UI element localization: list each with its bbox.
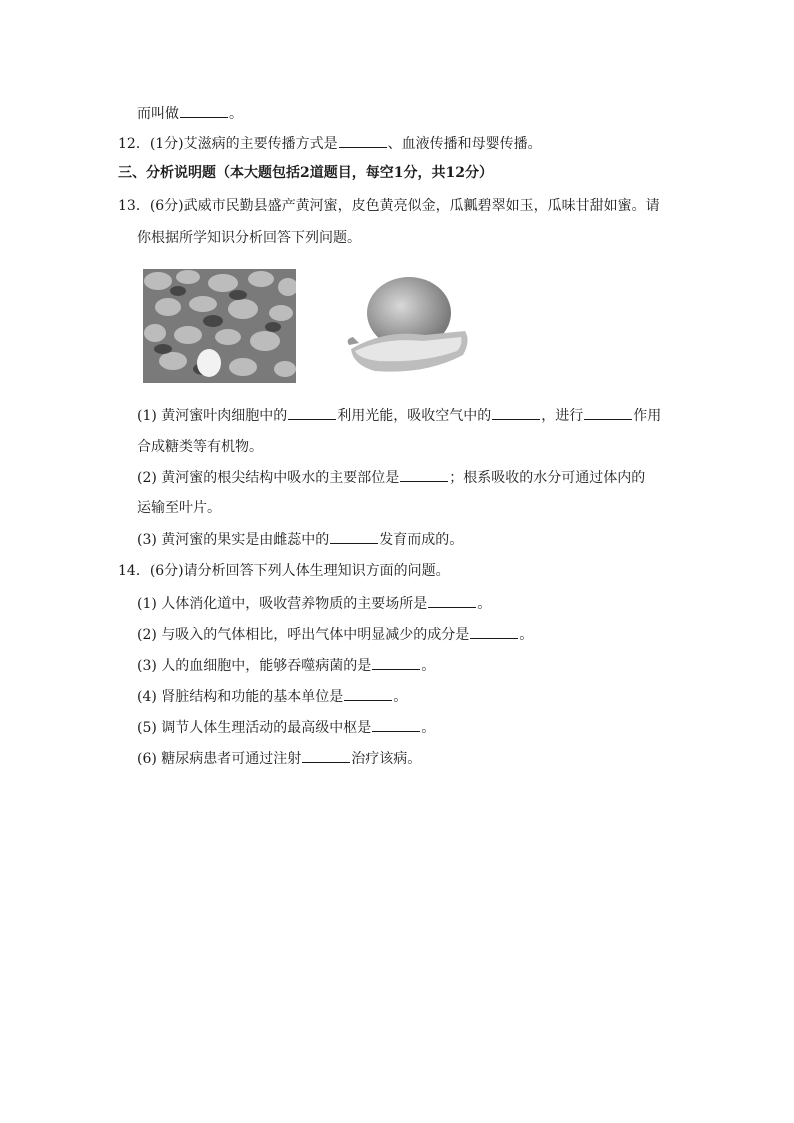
melon-field-image xyxy=(143,269,296,383)
q13-sub3 xyxy=(137,529,463,550)
question-number: 14．(6分) xyxy=(118,563,184,579)
q14-item-3 xyxy=(137,655,435,676)
answer-blank[interactable] xyxy=(330,529,378,544)
q14-item-1 xyxy=(137,593,491,614)
answer-blank[interactable] xyxy=(372,717,420,732)
sub-question-text: 作用 xyxy=(633,408,662,424)
sub-question-end: 治疗该病。 xyxy=(351,751,422,767)
melon-field-photo xyxy=(143,269,296,383)
sub-question-text: (1) 人体消化道中，吸收营养物质的主要场所是 xyxy=(137,596,428,612)
q14-item-2 xyxy=(137,624,533,645)
question-text: 艾滋病的主要传播方式是 xyxy=(183,136,338,152)
sub-question-text: (5) 调节人体生理活动的最高级中枢是 xyxy=(137,720,372,736)
sub-question-text: (6) 糖尿病患者可通过注射 xyxy=(137,751,302,767)
question-text-end: 、血液传播和母婴传播。 xyxy=(387,136,542,152)
q11-tail-end: 。 xyxy=(229,106,243,122)
answer-blank[interactable] xyxy=(428,593,476,608)
question-text: 请分析回答下列人体生理知识方面的问题。 xyxy=(183,563,450,579)
sub-question-text: ；根系吸收的水分可通过体内的 xyxy=(449,470,646,486)
q13-sub1-line1 xyxy=(137,405,661,426)
section-title: 三、分析说明题（本大题包括2道题目，每空1分，共12分） xyxy=(118,165,493,181)
answer-blank[interactable] xyxy=(339,133,387,148)
q14-item-4 xyxy=(137,686,407,707)
sub-question-end: 。 xyxy=(393,689,408,705)
sub-question-end: 。 xyxy=(519,627,534,643)
sub-question-text: (3) 黄河蜜的果实是由雌蕊中的 xyxy=(137,532,330,548)
answer-blank[interactable] xyxy=(180,103,228,118)
sub-question-text: 利用光能，吸收空气中的 xyxy=(337,408,492,424)
sub-question-text: ，进行 xyxy=(541,408,584,424)
q13-sub1-line2: 合成糖类等有机物。 xyxy=(137,439,263,455)
q13-sub2-line1 xyxy=(137,467,645,488)
sub-question-text: 发育而成的。 xyxy=(379,532,464,548)
answer-blank[interactable] xyxy=(492,405,540,420)
sub-question-end: 。 xyxy=(421,658,436,674)
answer-blank[interactable] xyxy=(400,467,448,482)
answer-blank[interactable] xyxy=(372,655,420,670)
answer-blank[interactable] xyxy=(288,405,336,420)
q14-item-5 xyxy=(137,717,435,738)
sub-question-end: 。 xyxy=(421,720,436,736)
sub-question-text: (4) 肾脏结构和功能的基本单位是 xyxy=(137,689,344,705)
answer-blank[interactable] xyxy=(302,748,350,763)
q14-item-6 xyxy=(137,748,421,769)
melon-image xyxy=(345,271,473,383)
question-number: 13．(6分) xyxy=(118,198,184,214)
sub-question-text: (1) 黄河蜜叶肉细胞中的 xyxy=(137,408,288,424)
answer-blank[interactable] xyxy=(470,624,518,639)
question-12 xyxy=(118,133,542,154)
melon-photo xyxy=(345,271,473,383)
q11-tail xyxy=(137,103,243,124)
q13-sub2-line2: 运输至叶片。 xyxy=(137,500,221,516)
sub-question-text: (2) 与吸入的气体相比，呼出气体中明显减少的成分是 xyxy=(137,627,470,643)
question-text: 武威市民勤县盛产黄河蜜，皮色黄亮似金，瓜瓤碧翠如玉，瓜味甘甜如蜜。请 xyxy=(183,198,660,214)
sub-question-text: (3) 人的血细胞中，能够吞噬病菌的是 xyxy=(137,658,372,674)
answer-blank[interactable] xyxy=(344,686,392,701)
question-14-stem xyxy=(118,561,450,581)
q11-tail-text: 而叫做 xyxy=(137,106,179,122)
sub-question-end: 。 xyxy=(477,596,492,612)
question-number: 12．(1分) xyxy=(118,136,184,152)
question-13-stem-2: 你根据所学知识分析回答下列问题。 xyxy=(137,230,361,246)
sub-question-text: (2) 黄河蜜的根尖结构中吸水的主要部位是 xyxy=(137,470,400,486)
answer-blank[interactable] xyxy=(584,405,632,420)
question-13-stem-1 xyxy=(118,196,660,216)
